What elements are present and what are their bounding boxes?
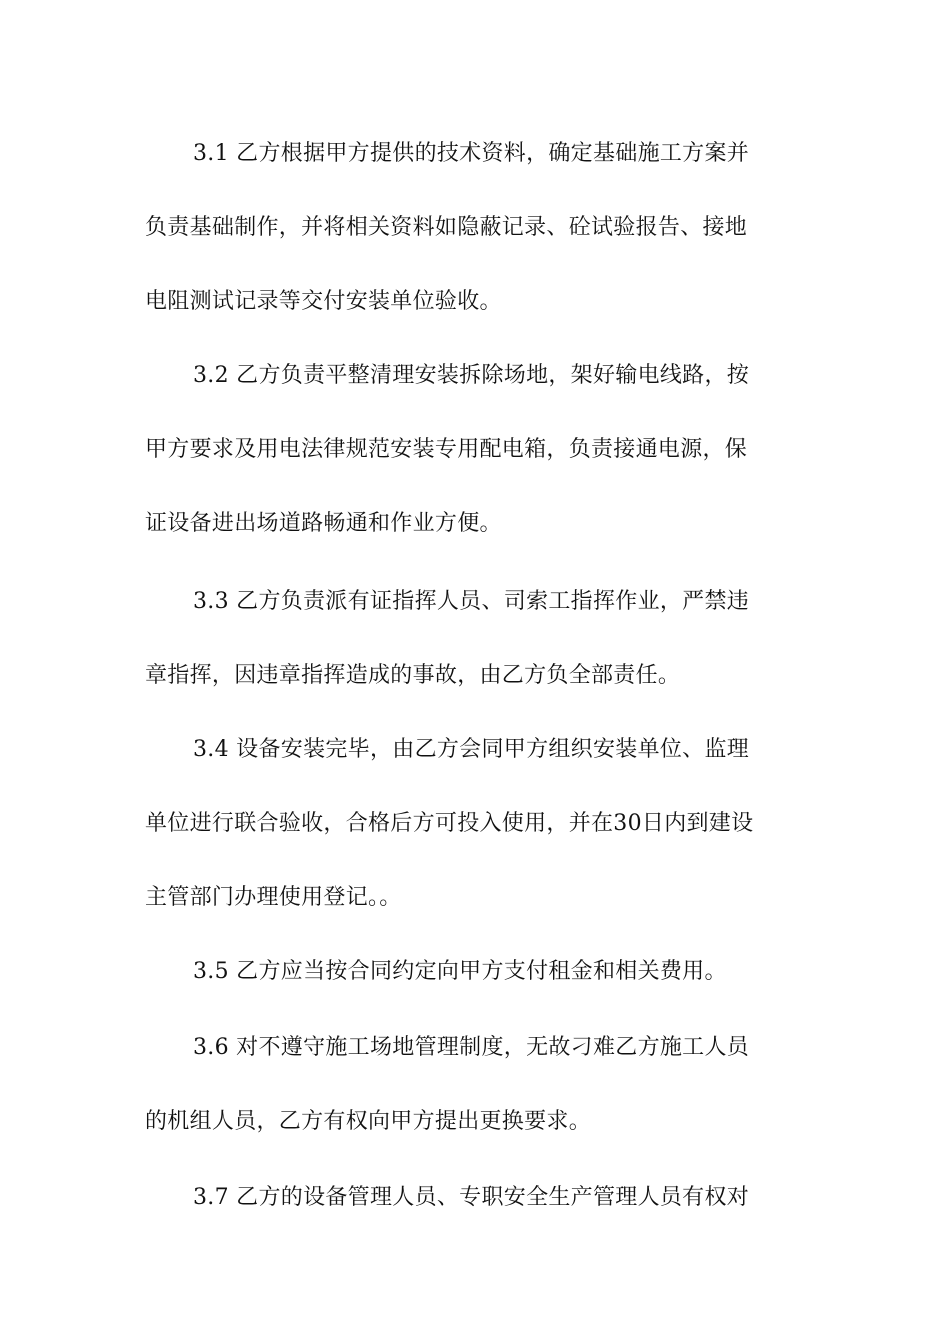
clause-3-4-line-1: 3.4 设备安装完毕，由乙方会同甲方组织安装单位、监理: [193, 737, 750, 762]
clause-3-2-line-3: 证设备进出场道路畅通和作业方便。: [145, 511, 502, 536]
clause-3-6-line-2: 的机组人员，乙方有权向甲方提出更换要求。: [145, 1109, 592, 1134]
clause-3-6-line-1: 3.6 对不遵守施工场地管理制度，无故刁难乙方施工人员: [193, 1035, 750, 1060]
clause-3-3-line-2: 章指挥，因违章指挥造成的事故，由乙方负全部责任。: [145, 663, 681, 688]
clause-3-1-line-3: 电阻测试记录等交付安装单位验收。: [145, 289, 502, 314]
clause-3-2-line-2: 甲方要求及用电法律规范安装专用配电箱，负责接通电源，保: [145, 437, 748, 462]
clause-3-4-line-3: 主管部门办理使用登记。。: [145, 885, 402, 910]
clause-3-5-line-1: 3.5 乙方应当按合同约定向甲方支付租金和相关费用。: [193, 959, 727, 984]
clause-3-7-line-1: 3.7 乙方的设备管理人员、专职安全生产管理人员有权对: [193, 1185, 750, 1210]
clause-3-1-line-1: 3.1 乙方根据甲方提供的技术资料，确定基础施工方案并: [193, 141, 750, 166]
clause-3-2-line-1: 3.2 乙方负责平整清理安装拆除场地，架好输电线路，按: [193, 363, 750, 388]
clause-3-1-line-2: 负责基础制作，并将相关资料如隐蔽记录、砼试验报告、接地: [145, 215, 748, 240]
clause-3-4-line-2: 单位进行联合验收，合格后方可投入使用，并在30日内到建设: [145, 811, 754, 836]
clause-3-3-line-1: 3.3 乙方负责派有证指挥人员、司索工指挥作业，严禁违: [193, 589, 750, 614]
